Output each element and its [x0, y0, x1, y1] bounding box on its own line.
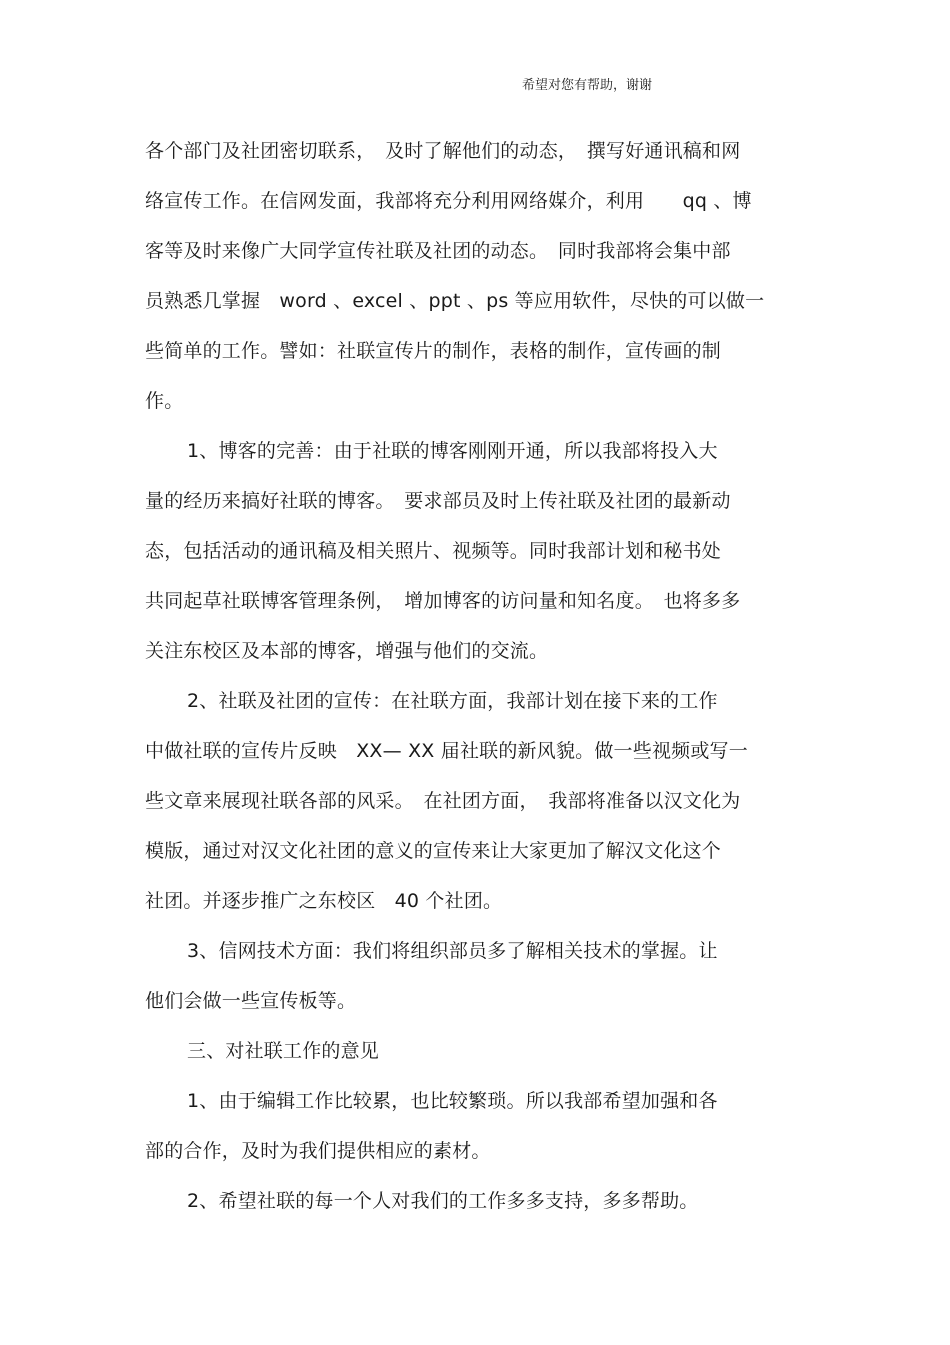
text-line: 部的合作，及时为我们提供相应的素材。	[145, 1140, 491, 1162]
paragraph-1	[145, 126, 810, 426]
text-line: 员熟悉几掌握 word 、excel 、ppt 、ps 等应用软件，尽快的可以做一	[145, 290, 765, 312]
text-line: 三、对社联工作的意见	[187, 1040, 380, 1062]
text-line: 他们会做一些宣传板等。	[145, 990, 357, 1012]
section-heading	[145, 1026, 810, 1076]
text-line: 1、博客的完善：由于社联的博客刚刚开通，所以我部将投入大	[187, 440, 718, 462]
text-line: 1、由于编辑工作比较累，也比较繁琐。所以我部希望加强和各	[187, 1090, 718, 1112]
text-line: 社团。并逐步推广之东校区 40 个社团。	[145, 890, 503, 912]
text-line: 作。	[145, 390, 184, 412]
paragraph-opinion-2	[145, 1176, 810, 1226]
document-body	[145, 126, 810, 1226]
paragraph-blog	[145, 426, 810, 676]
text-line: 关注东校区及本部的博客，增强与他们的交流。	[145, 640, 549, 662]
text-line: 共同起草社联博客管理条例， 增加博客的访问量和知名度。 也将多多	[145, 590, 741, 612]
text-line: 各个部门及社团密切联系， 及时了解他们的动态， 撰写好通讯稿和网	[145, 140, 741, 162]
text-line: 模版，通过对汉文化社团的意义的宣传来让大家更加了解汉文化这个	[145, 840, 722, 862]
paragraph-tech	[145, 926, 810, 1026]
text-line: 量的经历来搞好社联的博客。 要求部员及时上传社联及社团的最新动	[145, 490, 731, 512]
header-note: 希望对您有帮助，谢谢	[522, 78, 653, 93]
text-line: 客等及时来像广大同学宣传社联及社团的动态。 同时我部将会集中部	[145, 240, 731, 262]
text-line: 3、信网技术方面：我们将组织部员多了解相关技术的掌握。让	[187, 940, 718, 962]
text-line: 些文章来展现社联各部的风采。 在社团方面， 我部将准备以汉文化为	[145, 790, 741, 812]
text-line: 络宣传工作。在信网发面，我部将充分利用网络媒介，利用 qq 、博	[145, 190, 752, 212]
text-line: 2、社联及社团的宣传：在社联方面，我部计划在接下来的工作	[187, 690, 718, 712]
text-line: 态，包括活动的通讯稿及相关照片、视频等。同时我部计划和秘书处	[145, 540, 722, 562]
paragraph-publicity	[145, 676, 810, 926]
text-line: 2、希望社联的每一个人对我们的工作多多支持，多多帮助。	[187, 1190, 699, 1212]
text-line: 些简单的工作。譬如：社联宣传片的制作，表格的制作，宣传画的制	[145, 340, 722, 362]
text-line: 中做社联的宣传片反映 XX— XX 届社联的新风貌。做一些视频或写一	[145, 740, 748, 762]
paragraph-opinion-1	[145, 1076, 810, 1176]
